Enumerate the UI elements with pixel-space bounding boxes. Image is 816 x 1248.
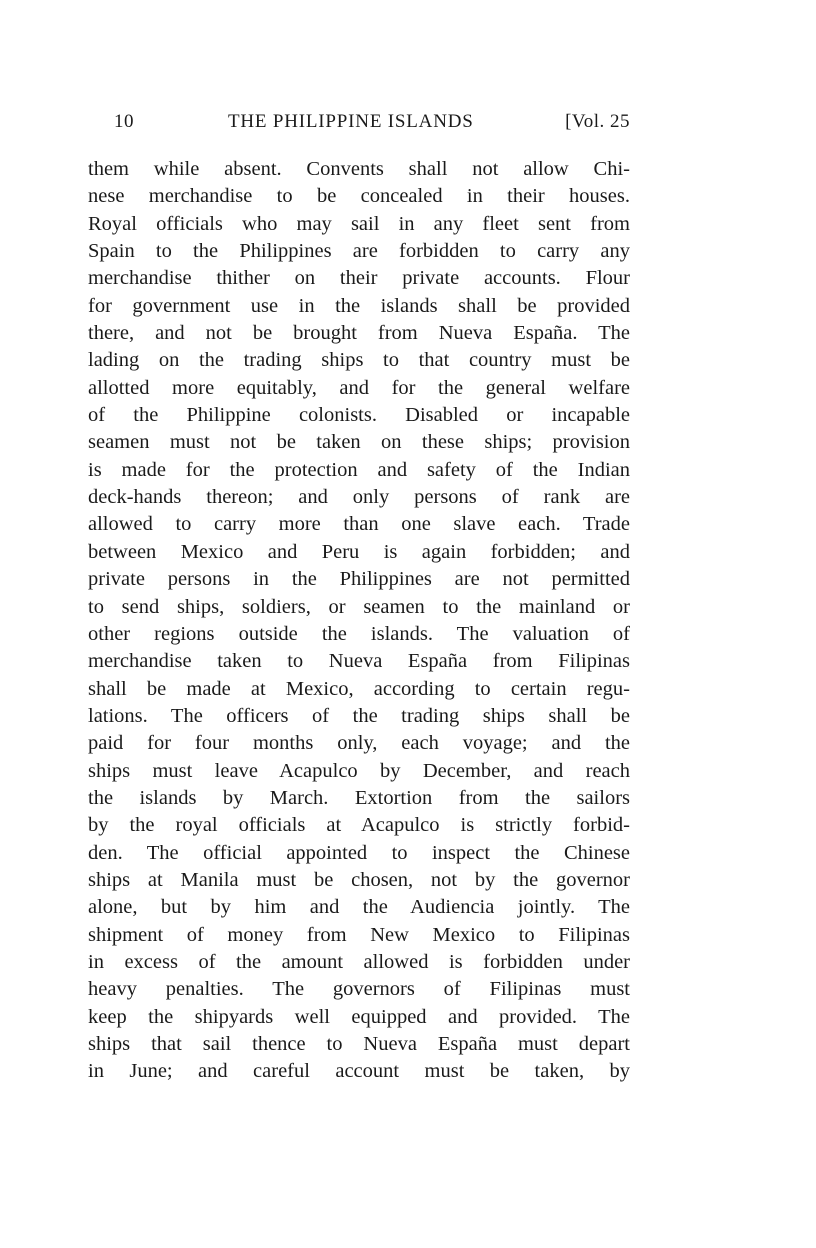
text-line: merchandise taken to Nueva España from Filipinas (88, 650, 630, 673)
text-line: allowed to carry more than one slave each. Trade (88, 513, 630, 536)
text-line: seamen must not be taken on these ships; provision (88, 431, 630, 454)
text-line: ships that sail thence to Nueva España must depart (88, 1033, 630, 1055)
text-line: of the Philippine colonists. Disabled or incapable (88, 404, 630, 427)
volume-label: [Vol. 25 (565, 111, 630, 132)
text-line: shipment of money from New Mexico to Filipinas (88, 923, 630, 946)
body-text (88, 156, 630, 1086)
text-line: shall be made at Mexico, according to certain regu- (88, 677, 630, 700)
running-title: THE PHILIPPINE ISLANDS (228, 111, 474, 132)
text-line: alone, but by him and the Audiencia jointly. The (88, 896, 630, 919)
text-line: to send ships, soldiers, or seamen to the mainland or (88, 595, 630, 618)
text-line: for government use in the islands shall be provided (88, 294, 630, 317)
text-line: merchandise thither on their private accounts. Flour (88, 267, 630, 290)
text-line: ships at Manila must be chosen, not by the governor (88, 868, 630, 891)
text-line: the islands by March. Extortion from the sailors (88, 786, 630, 809)
text-line: between Mexico and Peru is again forbidden; and (88, 540, 630, 563)
text-line: ships must leave Acapulco by December, and reach (88, 759, 630, 782)
text-line: allotted more equitably, and for the general welfare (88, 376, 630, 399)
text-line: Spain to the Philippines are forbidden to carry any (88, 240, 630, 263)
text-line: is made for the protection and safety of the Indian (88, 458, 630, 481)
text-line: lading on the trading ships to that country must be (88, 349, 630, 372)
page-number: 10 (114, 111, 134, 132)
text-line: them while absent. Convents shall not allow Chi- (88, 158, 630, 180)
text-line: other regions outside the islands. The valuation of (88, 622, 630, 645)
text-line: by the royal officials at Acapulco is strictly forbid- (88, 814, 630, 837)
text-line: keep the shipyards well equipped and provided. The (88, 1005, 630, 1028)
text-line: private persons in the Philippines are not permitted (88, 568, 630, 591)
page-header (114, 111, 630, 141)
text-line: in excess of the amount allowed is forbidden under (88, 950, 630, 973)
text-line: paid for four months only, each voyage; and the (88, 732, 630, 755)
text-line: den. The official appointed to inspect the Chinese (88, 841, 630, 864)
text-line: lations. The officers of the trading ships shall be (88, 704, 630, 727)
text-line: heavy penalties. The governors of Filipinas must (88, 978, 630, 1001)
text-line: nese merchandise to be concealed in their houses. (88, 185, 630, 208)
text-line: Royal officials who may sail in any fleet sent from (88, 212, 630, 235)
text-line: deck-hands thereon; and only persons of rank are (88, 486, 630, 509)
text-line: there, and not be brought from Nueva España. The (88, 322, 630, 345)
text-line: in June; and careful account must be taken, by (88, 1060, 630, 1083)
